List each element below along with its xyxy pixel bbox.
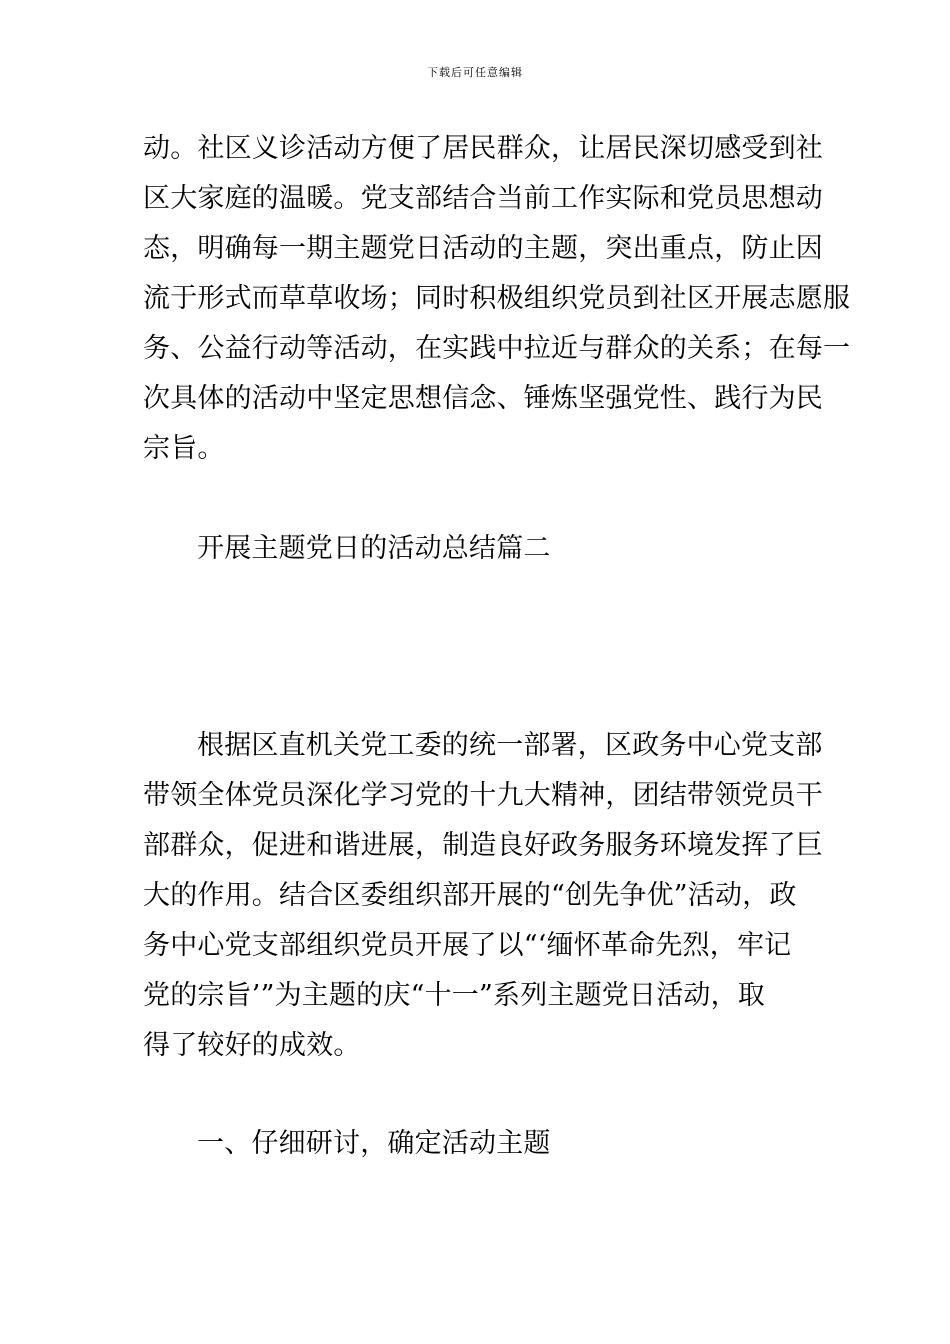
- text-line: 态，明确每一期主题党日活动的主题，突出重点，防止因: [143, 233, 823, 264]
- text-line: 大的作用。结合区委组织部开展的“创先争优”活动，政: [143, 880, 797, 911]
- section-heading: 开展主题党日的活动总结篇二: [197, 533, 551, 564]
- text-line: 带领全体党员深化学习党的十九大精神，团结带领党员干: [143, 780, 823, 811]
- page-header-note: 下载后可任意编辑: [427, 66, 523, 79]
- text-line: 区大家庭的温暖。党支部结合当前工作实际和党员思想动: [143, 183, 823, 214]
- text-line: 务、公益行动等活动，在实践中拉近与群众的关系；在每一: [143, 333, 851, 364]
- subsection-heading: 一、仔细研讨，确定活动主题: [197, 1128, 551, 1159]
- text-line: 流于形式而草草收场；同时积极组织党员到社区开展志愿服: [143, 283, 851, 314]
- text-line: 宗旨。: [143, 433, 225, 464]
- text-line: 得了较好的成效。: [143, 1030, 361, 1061]
- text-line: 部群众，促进和谐进展，制造良好政务服务环境发挥了巨: [143, 830, 823, 861]
- text-line: 动。社区义诊活动方便了居民群众，让居民深切感受到社: [143, 133, 823, 164]
- text-line: 次具体的活动中坚定思想信念、锤炼坚强党性、践行为民: [143, 383, 823, 414]
- text-line: 务中心党支部组织党员开展了以“‘缅怀革命先烈，牢记: [143, 930, 792, 961]
- text-line: 党的宗旨’”为主题的庆“十一”系列主题党日活动，取: [143, 980, 765, 1011]
- text-line: 根据区直机关党工委的统一部署，区政务中心党支部: [197, 730, 823, 761]
